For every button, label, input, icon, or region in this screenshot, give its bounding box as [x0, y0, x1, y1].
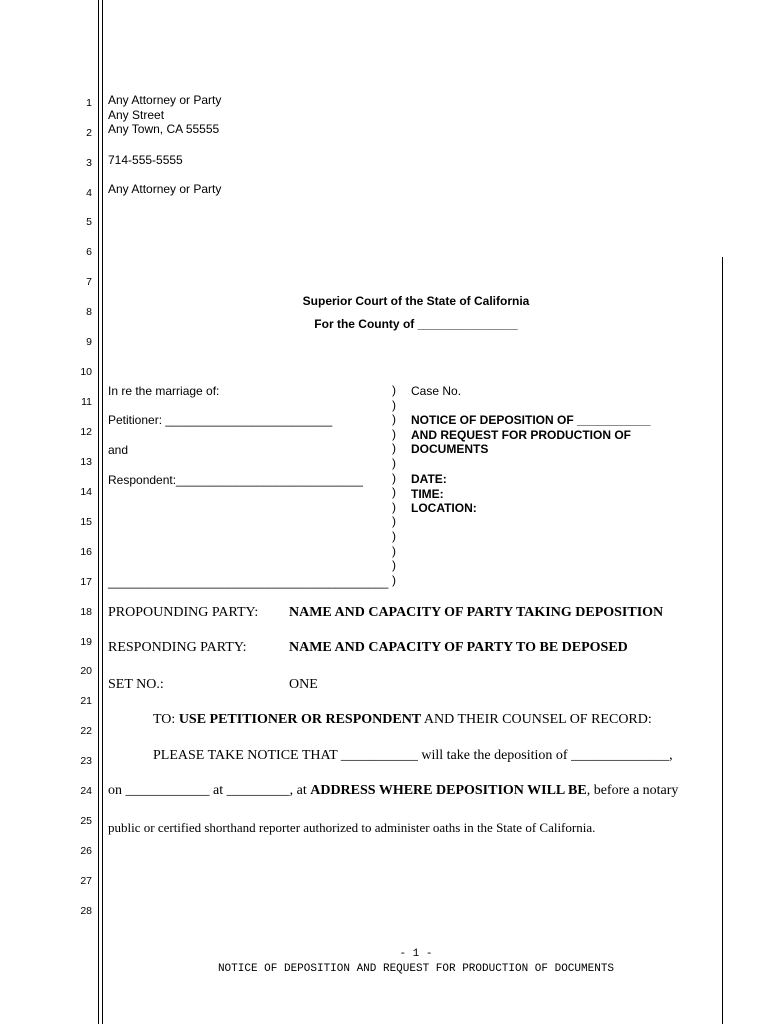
attorney-street: Any Street [108, 107, 165, 122]
line-number: 11 [81, 396, 92, 408]
line-number: 1 [86, 97, 92, 109]
attorney-block [108, 93, 221, 137]
line-number: 13 [80, 456, 92, 468]
line-number: 8 [86, 306, 92, 318]
to-suffix: AND THEIR COUNSEL OF RECORD: [421, 712, 652, 727]
line-number: 22 [80, 725, 92, 737]
to-prefix: TO: [153, 712, 179, 727]
and-label: and [108, 443, 129, 457]
deposition-address: ADDRESS WHERE DEPOSITION WILL BE [310, 783, 587, 798]
time-label: TIME: [411, 486, 444, 501]
hearing-info [411, 472, 477, 516]
on-prefix: on ____________ at _________, at [108, 783, 311, 798]
case-number-label: Case No. [411, 384, 462, 398]
court-county: For the County of _______________ [314, 317, 518, 331]
officer-line: public or certified shorthand reporter authorized to administer oaths in the State of California. [108, 820, 596, 835]
respondent-line: Respondent:____________________________ [108, 473, 363, 487]
line-number: 15 [80, 516, 92, 528]
right-margin-rule [722, 257, 723, 1024]
caption-parentheses: ) ) ) ) ) ) ) ) ) ) ) ) ) ) [392, 383, 396, 587]
attorney-for: Any Attorney or Party [108, 182, 222, 196]
line-number: 23 [80, 755, 92, 767]
footer-title: NOTICE OF DEPOSITION AND REQUEST FOR PRODUCTION OF DOCUMENTS [217, 963, 615, 975]
line-number: 24 [80, 785, 92, 797]
deposition-location-line [108, 783, 678, 799]
court-name: Superior Court of the State of California [302, 294, 530, 308]
line-number: 17 [80, 576, 92, 588]
caption-bottom-rule: __________________________________________ [108, 575, 389, 589]
notice-line: PLEASE TAKE NOTICE THAT ___________ will take the deposition of ______________, [153, 748, 673, 763]
propounding-party-value: NAME AND CAPACITY OF PARTY TAKING DEPOSITION [289, 605, 664, 620]
line-number: 3 [86, 157, 92, 169]
set-number-label: SET NO.: [108, 677, 164, 692]
attorney-phone: 714-555-5555 [108, 153, 183, 167]
document-title-line3: DOCUMENTS [411, 442, 489, 456]
date-label: DATE: [411, 472, 447, 486]
on-suffix: , before a notary [586, 783, 679, 798]
line-number: 28 [80, 905, 92, 917]
line-number: 27 [80, 875, 92, 887]
responding-party-value: NAME AND CAPACITY OF PARTY TO BE DEPOSED [289, 640, 628, 655]
to-line [153, 712, 652, 728]
line-number: 10 [80, 366, 92, 378]
line-number: 7 [86, 276, 92, 288]
line-number: 18 [80, 606, 92, 618]
line-number: 16 [80, 546, 92, 558]
document-title [411, 413, 650, 457]
location-label: LOCATION: [411, 501, 477, 515]
in-re-label: In re the marriage of: [108, 384, 220, 398]
line-number: 21 [80, 695, 92, 707]
page-number: - 1 - [399, 948, 433, 960]
attorney-city: Any Town, CA 55555 [108, 122, 220, 136]
petitioner-line: Petitioner: _________________________ [108, 413, 333, 427]
propounding-party-label: PROPOUNDING PARTY: [108, 605, 259, 620]
line-number: 6 [86, 246, 92, 258]
responding-party-label: RESPONDING PARTY: [108, 640, 247, 655]
line-number: 19 [80, 636, 92, 648]
line-number: 9 [86, 336, 92, 348]
left-margin-rule-outer [98, 0, 99, 1024]
document-title-line1: NOTICE OF DEPOSITION OF ___________ [411, 413, 651, 427]
left-margin-rule-inner [102, 0, 103, 1024]
attorney-name: Any Attorney or Party [108, 93, 222, 107]
line-number: 12 [80, 426, 92, 438]
document-title-line2: AND REQUEST FOR PRODUCTION OF [411, 427, 632, 442]
line-number: 2 [86, 127, 92, 139]
line-number: 25 [80, 815, 92, 827]
line-number: 5 [86, 216, 92, 228]
line-number: 14 [80, 486, 92, 498]
line-number: 26 [80, 845, 92, 857]
set-number-value: ONE [289, 677, 318, 692]
line-number: 4 [86, 187, 92, 199]
line-number: 20 [80, 665, 92, 677]
to-addressee: USE PETITIONER OR RESPONDENT [178, 712, 422, 727]
